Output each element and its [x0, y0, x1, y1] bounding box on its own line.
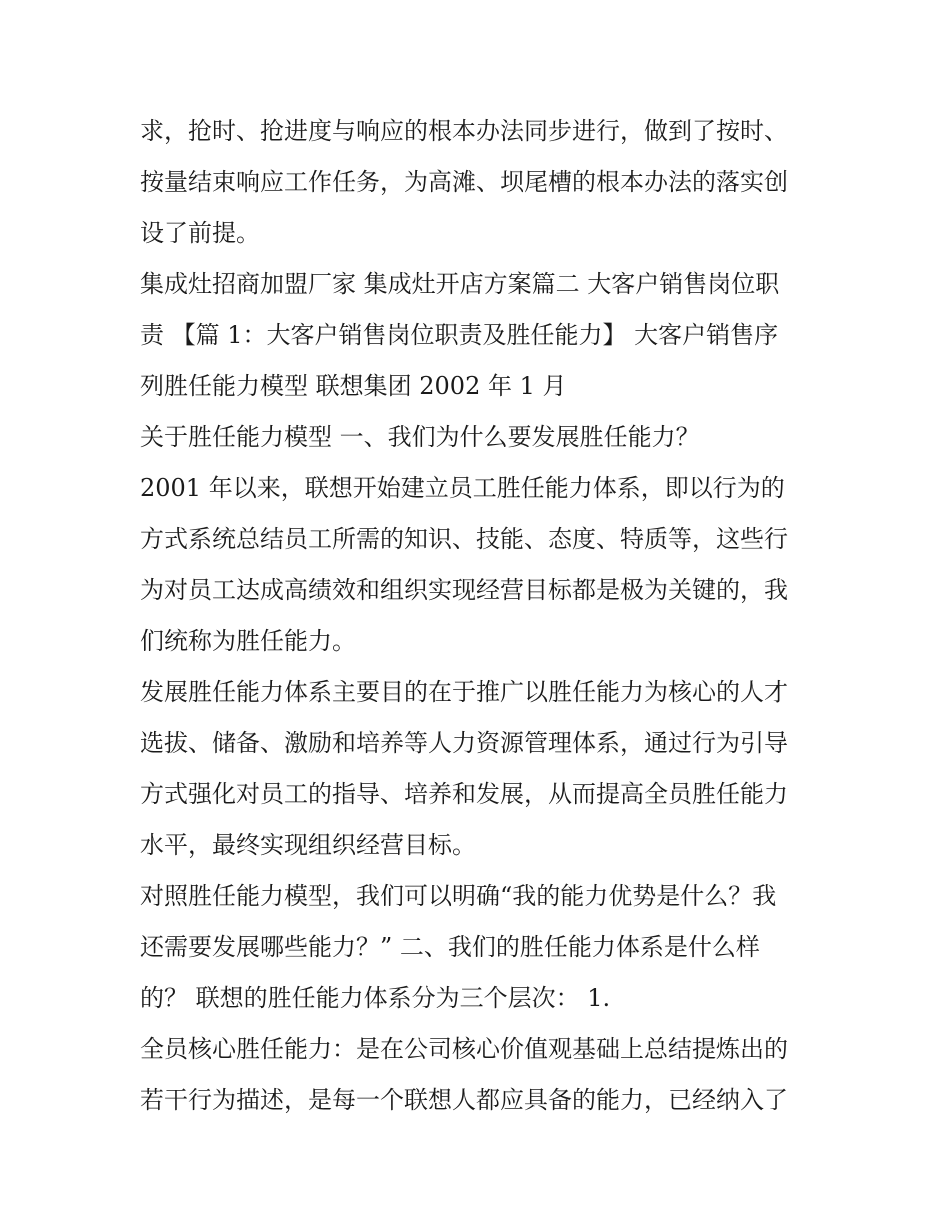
- text-line: 全员核心胜任能力：是在公司核心价值观基础上总结提炼出的: [140, 1035, 788, 1063]
- text-line: 对照胜任能力模型，我们可以明确“我的能力优势是什么？我: [140, 882, 777, 910]
- text-line: 2001 年以来，联想开始建立员工胜任能力体系，即以行为的: [140, 474, 785, 502]
- text-line: 还需要发展哪些能力？” 二、我们的胜任能力体系是什么样: [140, 933, 760, 961]
- text-line: 若干行为描述，是每一个联想人都应具备的能力，已经纳入了: [140, 1086, 788, 1114]
- text-line: 方式强化对员工的指导、培养和发展，从而提高全员胜任能力: [140, 780, 788, 808]
- text-line: 设了前提。: [140, 219, 260, 247]
- text-line: 为对员工达成高绩效和组织实现经营目标都是极为关键的，我: [140, 576, 788, 604]
- text-line: 们统称为胜任能力。: [140, 627, 356, 655]
- text-line: 集成灶招商加盟厂家 集成灶开店方案篇二 大客户销售岗位职: [140, 270, 780, 298]
- text-line: 的？ 联想的胜任能力体系分为三个层次： 1.: [140, 984, 611, 1012]
- text-line: 列胜任能力模型 联想集团 2002 年 1 月: [140, 372, 567, 400]
- text-line: 求，抢时、抢进度与响应的根本办法同步进行，做到了按时、: [140, 117, 788, 145]
- text-line: 按量结束响应工作任务，为高滩、坝尾槽的根本办法的落实创: [140, 168, 788, 196]
- text-line: 关于胜任能力模型 一、我们为什么要发展胜任能力？: [140, 423, 700, 451]
- text-line: 责 【篇 1：大客户销售岗位职责及胜任能力】 大客户销售序: [140, 321, 779, 349]
- text-line: 水平，最终实现组织经营目标。: [140, 831, 476, 859]
- text-line: 选拔、储备、激励和培养等人力资源管理体系，通过行为引导: [140, 729, 788, 757]
- text-line: 方式系统总结员工所需的知识、技能、态度、特质等，这些行: [140, 525, 788, 553]
- document-body: [140, 106, 830, 1126]
- text-line: 发展胜任能力体系主要目的在于推广以胜任能力为核心的人才: [140, 678, 788, 706]
